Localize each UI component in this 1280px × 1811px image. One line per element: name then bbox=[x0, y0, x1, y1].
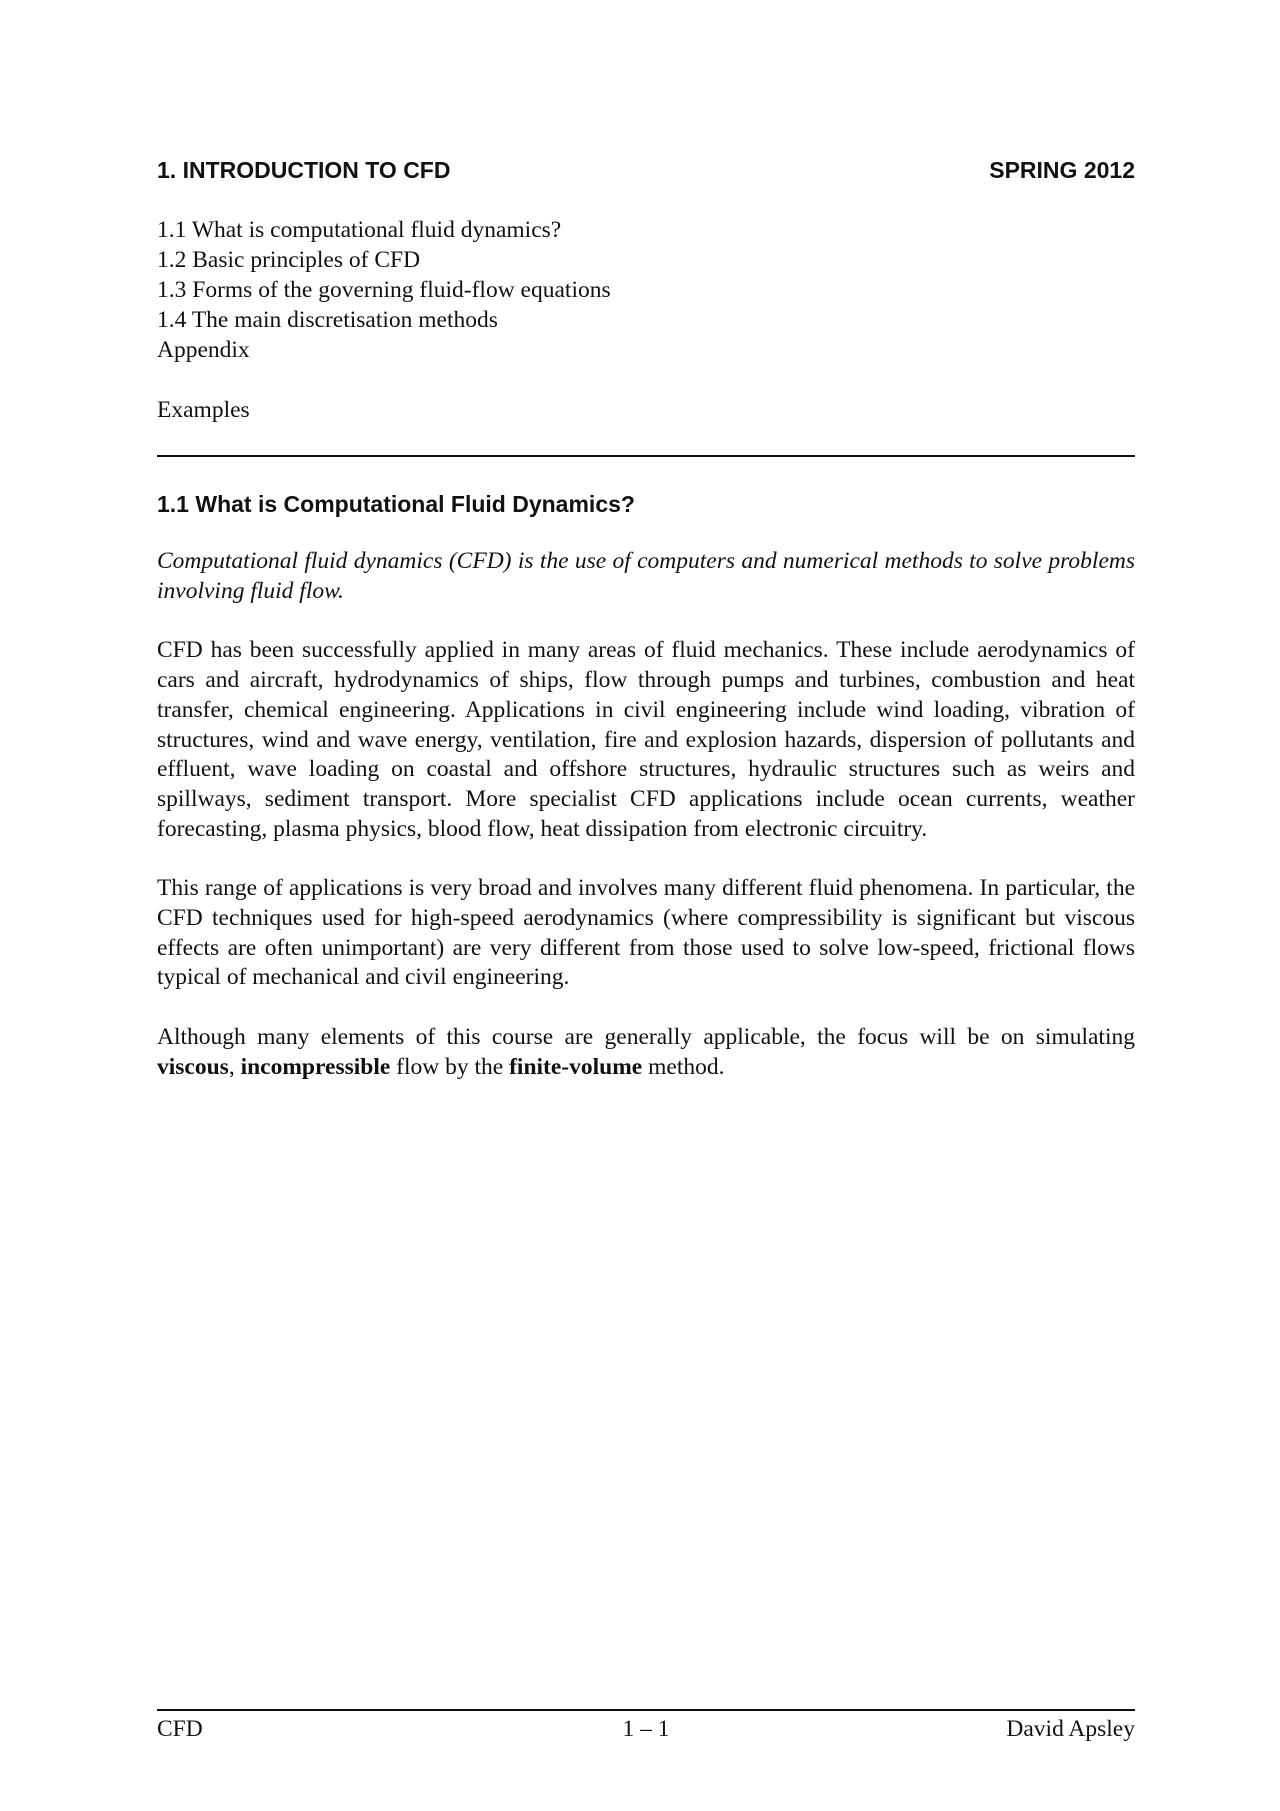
footer-course: CFD bbox=[157, 1716, 203, 1742]
toc-item-1-4: 1.4 The main discretisation methods bbox=[157, 307, 498, 333]
toc-item-examples: Examples bbox=[157, 397, 250, 423]
focus-bold-finite-volume: finite-volume bbox=[509, 1053, 643, 1080]
table-of-contents bbox=[157, 215, 1135, 425]
focus-text-1: Although many elements of this course are generally applicable, the focus will be on simulating bbox=[157, 1024, 1135, 1051]
toc-item-1-3: 1.3 Forms of the governing fluid-flow equations bbox=[157, 277, 611, 303]
page-footer bbox=[157, 1713, 1135, 1745]
focus-bold-incompressible: incompressible bbox=[240, 1053, 391, 1080]
toc-item-1-1: 1.1 What is computational fluid dynamics? bbox=[157, 217, 562, 243]
focus-bold-viscous: viscous bbox=[157, 1053, 229, 1080]
footer-divider bbox=[157, 1709, 1135, 1711]
section-body bbox=[157, 547, 1135, 1113]
page-header bbox=[157, 154, 1135, 186]
range-paragraph: This range of applications is very broad and involves many different fluid phenomena. In particular, the CFD techniques used for high-speed aerodynamics (where compressibility is significant but viscous effects are often unimportant) are very different from those used to solve low-speed, frictional flows typical of mechanical and civil engineering. bbox=[157, 875, 1135, 991]
focus-text-4: method. bbox=[642, 1053, 725, 1080]
focus-text-3: flow by the bbox=[390, 1053, 510, 1080]
chapter-title: 1. INTRODUCTION TO CFD bbox=[157, 157, 451, 183]
toc-item-appendix: Appendix bbox=[157, 337, 250, 363]
toc-item-1-2: 1.2 Basic principles of CFD bbox=[157, 247, 421, 273]
definition-paragraph: Computational fluid dynamics (CFD) is the use of computers and numerical methods to solve problems involving fluid flow. bbox=[157, 548, 1135, 604]
section-divider bbox=[157, 455, 1135, 457]
focus-paragraph bbox=[157, 1023, 1135, 1082]
focus-text-2: , bbox=[228, 1053, 241, 1080]
applications-paragraph: CFD has been successfully applied in many areas of fluid mechanics. These include aerodynamics of cars and aircraft, hydrodynamics of ships, flow through pumps and turbines, combustion and heat transfer, chemical engineering. Applications in civil engineering include wind loading, vibration of structures, wind and wave energy, ventilation, fire and explosion hazards, dispersion of pollutants and effluent, wave loading on coastal and offshore structures, hydraulic structures such as weirs and spillways, sediment transport. More specialist CFD applications include ocean currents, weather forecasting, plasma physics, blood flow, heat dissipation from electronic circuitry. bbox=[157, 637, 1135, 842]
footer-author: David Apsley bbox=[1006, 1716, 1135, 1742]
toc-spacer bbox=[157, 365, 1135, 395]
document-page bbox=[157, 0, 1135, 1811]
term-label: SPRING 2012 bbox=[989, 157, 1135, 183]
footer-page-number: 1 – 1 bbox=[622, 1716, 670, 1742]
section-heading: 1.1 What is Computational Fluid Dynamics? bbox=[157, 491, 635, 517]
